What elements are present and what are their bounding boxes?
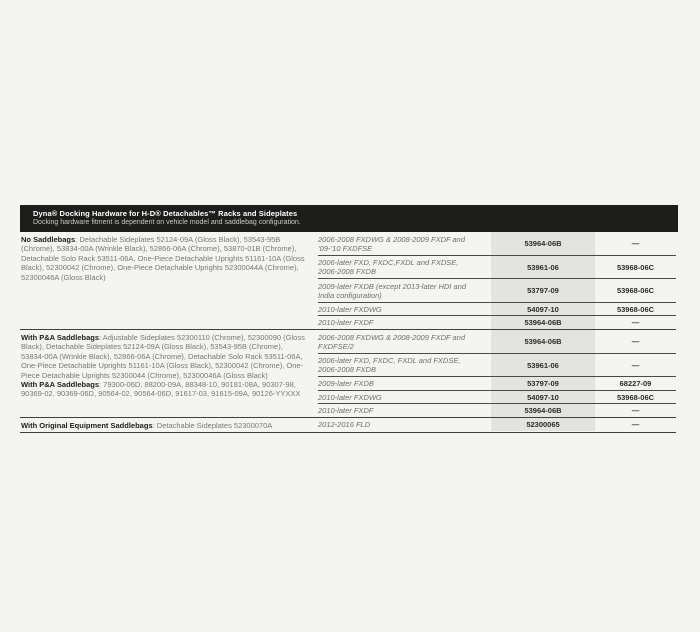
fitment-row [318, 256, 676, 279]
hardware-list-text: : Detachable Sideplates 52124-09A (Gloss Black), 53543-95B (Chrome), 53834-00A (Wrinkle Black), 52866-06A (Chrome), 53870-01B (Chrome), Detachable Solo Rack 53511-06A, One-Piece Detachable Uprights 51161-10A (Gloss Black), 52300042 (Chrome), One-Piece Detachable Uprights 52300044A (Chrome), 52300046A (Gloss Black) [21, 235, 305, 282]
fitment-rows [318, 232, 676, 329]
description-segment [21, 235, 308, 282]
part-number-cell: 53964-06B [491, 404, 595, 417]
model-year-cell: 2012-2016 FLD [318, 420, 371, 429]
part-number-cell: 53964-06B [491, 232, 595, 255]
saddlebag-config-label: With Original Equipment Saddlebags [21, 421, 153, 430]
fitment-row [318, 418, 676, 431]
table-subtitle: Docking hardware fitment is dependent on vehicle model and saddlebag configuration. [33, 219, 301, 226]
fitment-group [20, 330, 676, 418]
fitment-row [318, 391, 676, 404]
alt-part-number-cell: 53968-06C [616, 304, 655, 314]
hardware-list-text: : Detachable Sideplates 52300070A [152, 421, 273, 430]
description-segment [21, 421, 308, 430]
alt-part-number-cell: 68227-09 [619, 379, 652, 388]
alt-part-number-cell: — [631, 239, 640, 248]
model-year-cell: 2009-later FXDB [318, 379, 374, 388]
fitment-group [20, 232, 676, 330]
alt-part-number-cell: — [631, 318, 640, 327]
fitment-row [318, 354, 676, 377]
alt-part-number-cell: 53968-06C [616, 262, 655, 272]
hardware-list-text: : 79300-06D, 88200-09A, 88348-10, 90181-08A, 90307-98, 90369-02, 90369-06D, 90564-02, 90564-06D, 91617-03, 91615-09A, 90126-YYXXX [21, 380, 301, 399]
fitment-row [318, 330, 676, 354]
model-year-cell: 2010-later FXDWG [318, 392, 382, 402]
fitment-rows [318, 330, 676, 417]
alt-part-number-cell: — [631, 420, 640, 429]
part-number-cell: 52300065 [491, 418, 595, 431]
part-number-cell: 53797-09 [491, 377, 595, 390]
fitment-row [318, 404, 676, 417]
alt-part-number-cell: — [631, 360, 640, 370]
fitment-row [318, 232, 676, 256]
model-year-cell: 2006-2008 FXDWG & 2008-2009 FXDF and FXDFSE/2 [318, 332, 466, 351]
alt-part-number-cell: — [631, 406, 640, 415]
part-number-cell: 53964-06B [491, 316, 595, 329]
part-number-cell: 54097-10 [491, 303, 595, 315]
saddlebag-config-description [20, 232, 318, 329]
hardware-list-text: : Adjustable Sideplates 52300110 (Chrome), 52300090 (Gloss Black), Detachable Sideplates 52124-09A (Gloss Black), 53543-95B (Chrome), 53834-00A (Wrinkle Black), 52866-06A (Chrome), Detachable Solo Rack 53511-06A, One-Piece Detachable Uprights 51161-10A (Gloss Black), 52300042 (Chrome), One-Piece Detachable Uprights 52300044 (Chrome), 52300046A (Gloss Black) [21, 333, 305, 380]
fitment-row [318, 303, 676, 316]
saddlebag-config-label: No Saddlebags [21, 235, 76, 244]
alt-part-number-cell: — [631, 337, 640, 346]
model-year-cell: 2006-2008 FXDWG & 2008-2009 FXDF and ’09-’10 FXDFSE [318, 234, 466, 253]
model-year-cell: 2010-later FXDF [318, 318, 374, 327]
alt-part-number-cell: 53968-06C [616, 392, 655, 402]
fitment-row [318, 316, 676, 329]
description-segment [21, 333, 308, 380]
saddlebag-config-label: With P&A Saddlebags [21, 333, 99, 342]
alt-part-number-cell: 53968-06C [616, 286, 655, 295]
model-year-cell: 2006-later FXD, FXDC,FXDL and FXDSE, 2006-2008 FXDB [318, 258, 459, 276]
model-year-cell: 2010-later FXDWG [318, 304, 382, 314]
description-segment [21, 380, 308, 399]
table-title: Dyna® Docking Hardware for H-D® Detachables™ Racks and Sideplates [33, 209, 298, 218]
part-number-cell: 54097-10 [491, 391, 595, 403]
table-header-bar [20, 205, 678, 232]
fitment-rows [318, 418, 676, 432]
saddlebag-config-description [20, 330, 318, 417]
part-number-cell: 53964-06B [491, 330, 595, 353]
part-number-cell: 53961-06 [491, 256, 595, 278]
model-year-cell: 2009-later FXDB (except 2013-later HDI and India configuration) [318, 281, 466, 300]
part-number-cell: 53961-06 [491, 354, 595, 376]
model-year-cell: 2010-later FXDF [318, 406, 374, 415]
fitment-table [20, 232, 676, 433]
model-year-cell: 2006-later FXD, FXDC, FXDL and FXDSE, 2006-2008 FXDB [318, 356, 461, 374]
fitment-row [318, 279, 676, 303]
part-number-cell: 53797-09 [491, 279, 595, 302]
fitment-row [318, 377, 676, 391]
saddlebag-config-description [20, 418, 318, 432]
fitment-group [20, 418, 676, 433]
saddlebag-config-label: With P&A Saddlebags [21, 380, 99, 390]
